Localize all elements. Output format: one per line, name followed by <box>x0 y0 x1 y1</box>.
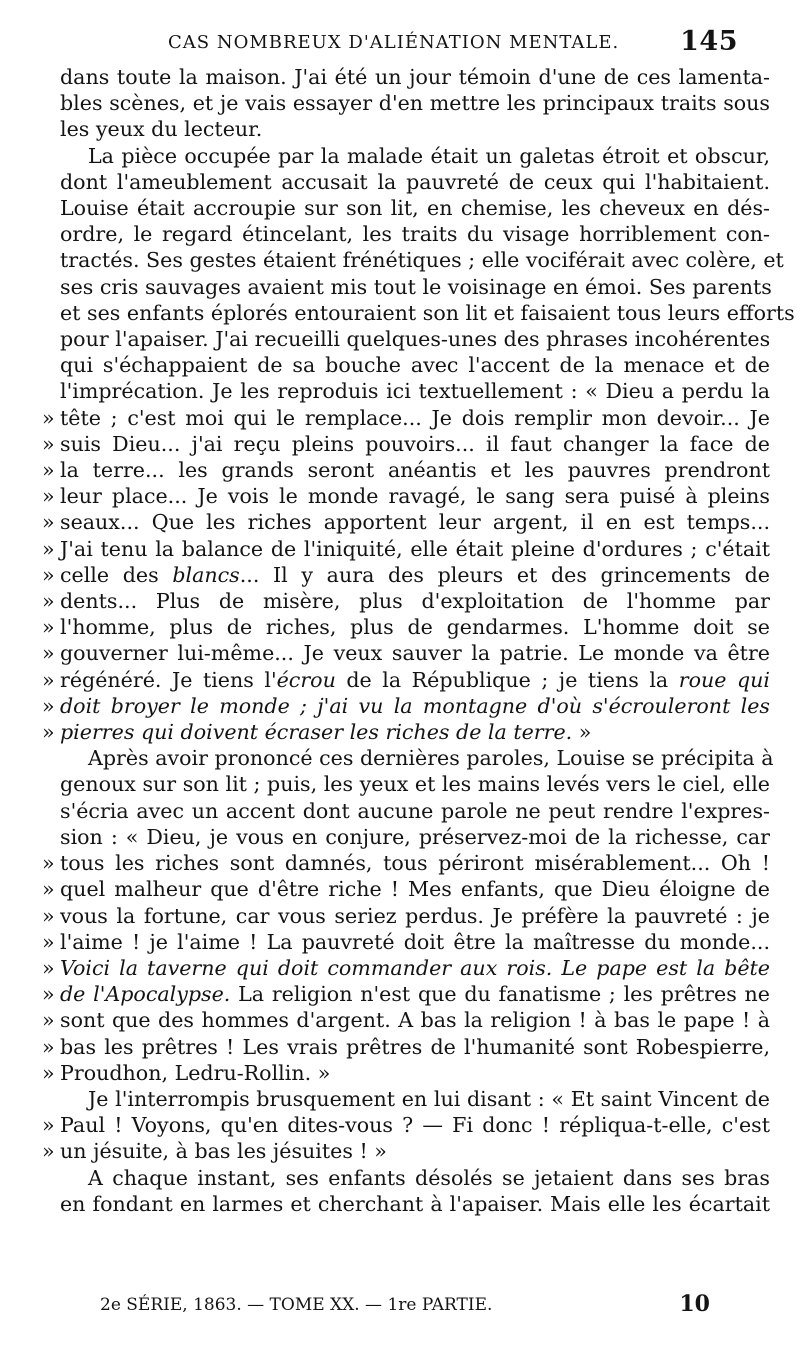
italic-word: écrou <box>276 667 336 692</box>
text-line: tractés. Ses gestes étaient frénétiques ; elle vociférait avec colère, et <box>60 248 784 273</box>
text-line: La pièce occupée par la malade était un galetas étroit et obscur, <box>88 143 770 168</box>
text-line: ses cris sauvages avaient mis tout le voisinage en émoi. Ses parents <box>60 274 772 299</box>
text-line: » seaux... Que les riches apportent leur argent, il en est temps... <box>42 510 770 535</box>
text-line: en fondant en larmes et cherchant à l'apaiser. Mais elle les écartait <box>60 1191 770 1216</box>
italic-phrase: roue qui <box>678 667 770 692</box>
body-text <box>42 64 795 1217</box>
quote-mark: » <box>42 929 55 954</box>
text-line: » dents... Plus de misère, plus d'exploitation de l'homme par <box>42 589 770 614</box>
quote-mark: » <box>42 851 55 876</box>
text-line: ordre, le regard étincelant, les traits du visage horriblement con- <box>60 222 770 247</box>
text-line: » pierres qui doivent écraser les riches de la terre. » <box>42 720 592 745</box>
text-line: l'imprécation. Je les reproduis ici textuellement : « Dieu a perdu la <box>60 379 770 404</box>
text-line: dans toute la maison. J'ai été un jour témoin d'une de ces lamenta- <box>60 65 770 89</box>
text-line: » Paul ! Voyons, qu'en dites-vous ? — Fi donc ! répliqua-t-elle, c'est <box>42 1113 770 1138</box>
quote-mark: » <box>42 536 55 561</box>
text-line: et ses enfants éplorés entouraient son lit et faisaient tous leurs efforts <box>60 300 795 325</box>
text-line: A chaque instant, ses enfants désolés se jetaient dans ses bras <box>88 1165 770 1190</box>
quote-mark: » <box>42 1008 55 1033</box>
paragraph-3 <box>42 745 774 1086</box>
text-line: pour l'apaiser. J'ai recueilli quelques-unes des phrases incohérentes <box>60 327 771 352</box>
quote-mark: » <box>42 1113 55 1138</box>
quote-mark: » <box>42 431 55 456</box>
quote-mark: » <box>42 903 55 928</box>
quote-mark: » <box>42 955 55 980</box>
quote-mark: » <box>42 982 55 1007</box>
text-line: genoux sur son lit ; puis, les yeux et les mains levés vers le ciel, elle <box>60 772 770 797</box>
quote-mark: » <box>42 693 55 718</box>
text-line: » tête ; c'est moi qui le remplace... Je dois remplir mon devoir... Je <box>42 405 770 430</box>
paragraph-5 <box>60 1165 770 1217</box>
quote-mark: » <box>42 720 55 745</box>
italic-word: blancs <box>172 562 240 587</box>
running-title: CAS NOMBREUX D'ALIÉNATION MENTALE. <box>168 32 620 53</box>
page-number: 145 <box>680 26 738 57</box>
text-line: » gouverner lui-même... Je veux sauver la patrie. Le monde va être <box>42 641 770 666</box>
text-line: » l'homme, plus de riches, plus de gendarmes. L'homme doit se <box>42 615 770 640</box>
text-line: » sont que des hommes d'argent. A bas la religion ! à bas le pape ! à <box>42 1008 770 1033</box>
page-header <box>60 26 770 64</box>
text-line: » régénéré. Je tiens l'écrou de la République ; je tiens la roue qui <box>42 667 770 692</box>
text-line: » suis Dieu... j'ai reçu pleins pouvoirs... il faut changer la face de <box>42 431 770 456</box>
text-line: » de l'Apocalypse. La religion n'est que du fanatisme ; les prêtres ne <box>42 982 770 1007</box>
text-line: Louise était accroupie sur son lit, en chemise, les cheveux en dés- <box>60 196 770 221</box>
text-line: les yeux du lecteur. <box>60 117 263 142</box>
quote-mark: » <box>42 510 55 535</box>
quote-mark: » <box>42 458 55 483</box>
text-line: » leur place... Je vois le monde ravagé, le sang sera puisé à pleins <box>42 484 770 509</box>
text-line: s'écria avec un accent dont aucune parole ne peut rendre l'expres- <box>60 798 770 823</box>
text-line: Je l'interrompis brusquement en lui disant : « Et saint Vincent de <box>88 1086 770 1111</box>
quote-mark: » <box>42 877 55 902</box>
text-line: » Voici la taverne qui doit commander aux rois. Le pape est la bête <box>42 955 770 980</box>
paragraph-4 <box>42 1086 770 1165</box>
quote-mark: » <box>42 1139 55 1164</box>
text-line: qui s'échappaient de sa bouche avec l'accent de la menace et de <box>60 353 770 378</box>
quote-mark: » <box>42 589 55 614</box>
quote-mark: » <box>42 562 55 587</box>
text-line: » bas les prêtres ! Les vrais prêtres de l'humanité sont Robespierre, <box>42 1034 770 1059</box>
text-line: » tous les riches sont damnés, tous périront misérablement... Oh ! <box>42 851 770 876</box>
quote-mark: » <box>42 615 55 640</box>
page-footer <box>100 1291 710 1317</box>
signature-mark: 10 <box>679 1291 710 1317</box>
quote-mark: » <box>42 484 55 509</box>
quote-mark: » <box>42 667 55 692</box>
text-line: » la terre... les grands seront anéantis et les pauvres prendront <box>42 458 770 483</box>
quote-mark: » <box>42 641 55 666</box>
series-info: 2e SÉRIE, 1863. — TOME XX. — 1re PARTIE. <box>100 1295 493 1315</box>
quote-mark: » <box>42 1060 55 1085</box>
text-line: Après avoir prononcé ces dernières paroles, Louise se précipita à <box>88 746 774 771</box>
paragraph-1 <box>60 64 770 143</box>
text-line: » l'aime ! je l'aime ! La pauvreté doit être la maîtresse du monde... <box>42 929 770 954</box>
text-line: » un jésuite, à bas les jésuites ! » <box>42 1139 387 1164</box>
text-line: » doit broyer le monde ; j'ai vu la montagne d'où s'écrouleront les <box>42 693 770 718</box>
quote-mark: » <box>42 405 55 430</box>
text-line: bles scènes, et je vais essayer d'en mettre les principaux traits sous <box>60 91 770 116</box>
text-line: » vous la fortune, car vous seriez perdus. Je préfère la pauvreté : je <box>42 903 770 928</box>
text-line: » J'ai tenu la balance de l'iniquité, elle était pleine d'ordures ; c'était <box>42 536 770 561</box>
text-line: dont l'ameublement accusait la pauvreté de ceux qui l'habitaient. <box>60 169 770 194</box>
text-line: » quel malheur que d'être riche ! Mes enfants, que Dieu éloigne de <box>42 877 770 902</box>
quote-mark: » <box>42 1034 55 1059</box>
text-line: » Proudhon, Ledru-Rollin. » <box>42 1060 331 1085</box>
text-line: » celle des blancs... Il y aura des pleurs et des grincements de <box>42 562 770 587</box>
text-line: sion : « Dieu, je vous en conjure, préservez-moi de la richesse, car <box>60 824 770 849</box>
paragraph-2 <box>42 143 795 746</box>
